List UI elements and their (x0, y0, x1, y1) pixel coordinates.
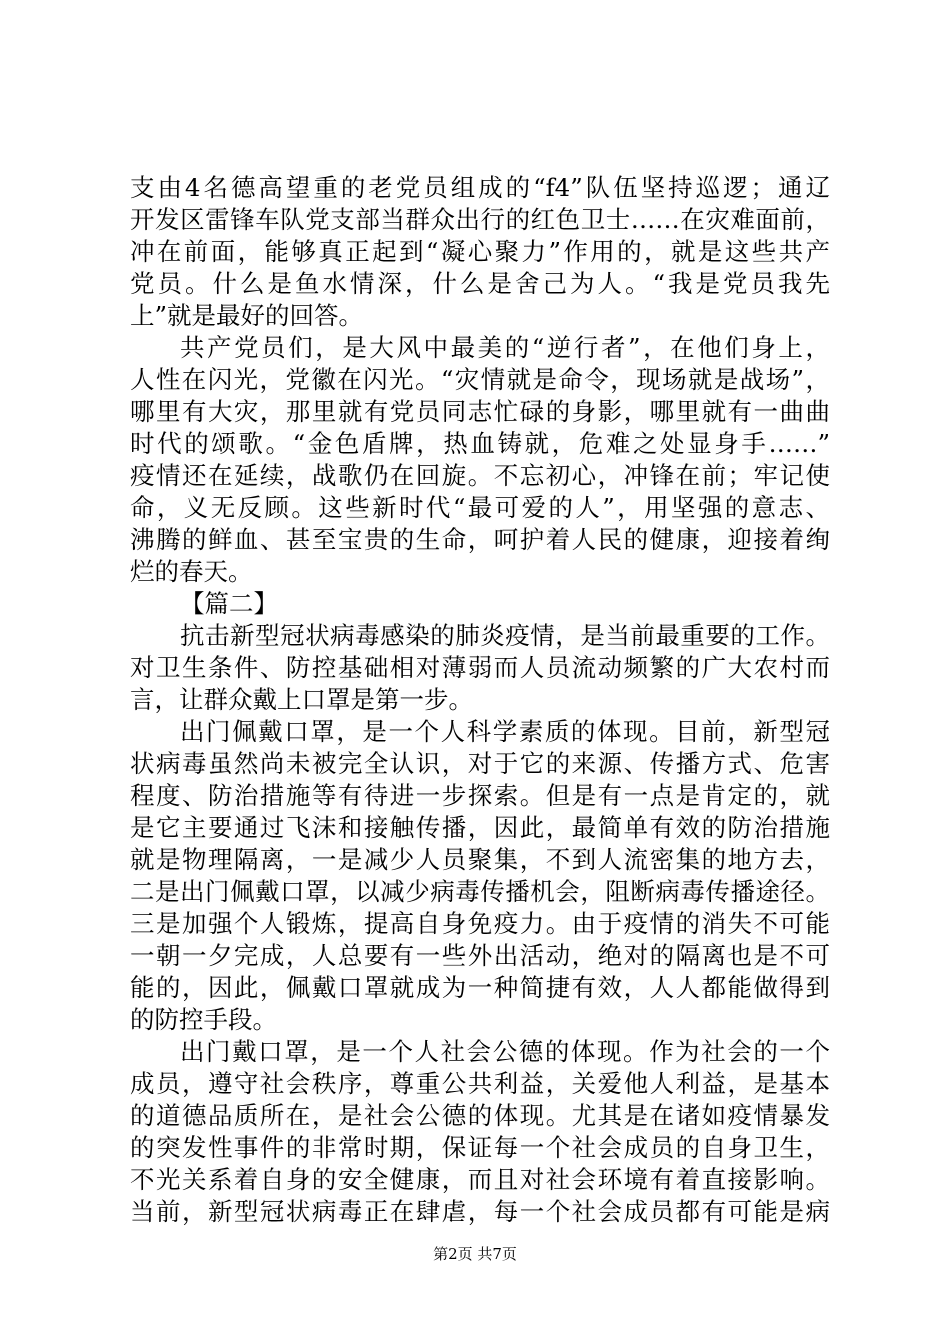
paragraph (130, 1036, 830, 1228)
text-line: 不光关系着自身的安全健康，而且对社会环境有着直接影响。 (130, 1165, 830, 1194)
text-line: 成员，遵守社会秩序，尊重公共利益，关爱他人利益，是基本 (130, 1069, 830, 1098)
text-line: 党员。什么是鱼水情深，什么是舍己为人。“我是党员我先 (130, 269, 830, 298)
text-line: 当前，新型冠状病毒正在肆虐，每一个社会成员都有可能是病 (130, 1197, 830, 1226)
text-line: 就是物理隔离，一是减少人员聚集，不到人流密集的地方去， (130, 845, 830, 874)
text-line: 支由4名德高望重的老党员组成的“f4”队伍坚持巡逻；通辽 (130, 173, 830, 202)
text-line: 共产党员们，是大风中最美的“逆行者”，在他们身上， (180, 333, 830, 362)
text-line: 的道德品质所在，是社会公德的体现。尤其是在诸如疫情暴发 (130, 1101, 830, 1130)
paragraph (130, 588, 830, 620)
text-line: 程度、防治措施等有待进一步探索。但是有一点是肯定的，就 (130, 781, 830, 810)
text-line: 是它主要通过飞沫和接触传播，因此，最简单有效的防治措施 (130, 813, 830, 842)
paragraph (130, 716, 830, 1036)
text-line: 冲在前面，能够真正起到“凝心聚力”作用的，就是这些共产 (130, 237, 830, 266)
text-line: 出门佩戴口罩，是一个人科学素质的体现。目前，新型冠 (180, 717, 830, 746)
text-line: 人性在闪光，党徽在闪光。“灾情就是命令，现场就是战场”， (130, 365, 830, 394)
text-line: 时代的颂歌。“金色盾牌，热血铸就，危难之处显身手……” (130, 429, 830, 458)
text-line: 沸腾的鲜血、甚至宝贵的生命，呵护着人民的健康，迎接着绚 (130, 525, 830, 554)
text-line: 【篇二】 (180, 589, 278, 618)
paragraph (130, 332, 830, 588)
text-line: 命，义无反顾。这些新时代“最可爱的人”，用坚强的意志、 (130, 493, 830, 522)
text-line: 上”就是最好的回答。 (130, 301, 364, 330)
text-line: 哪里有大灾，那里就有党员同志忙碌的身影，哪里就有一曲曲 (130, 397, 830, 426)
text-line: 能的，因此，佩戴口罩就成为一种简捷有效，人人都能做得到 (130, 973, 830, 1002)
text-line: 的防控手段。 (130, 1005, 277, 1034)
text-line: 对卫生条件、防控基础相对薄弱而人员流动频繁的广大农村而 (130, 653, 830, 682)
text-line: 言，让群众戴上口罩是第一步。 (130, 685, 473, 714)
text-line: 状病毒虽然尚未被完全认识，对于它的来源、传播方式、危害 (130, 749, 830, 778)
paragraph (130, 172, 830, 332)
text-line: 抗击新型冠状病毒感染的肺炎疫情，是当前最重要的工作。 (180, 621, 830, 650)
text-line: 疫情还在延续，战歌仍在回旋。不忘初心，冲锋在前；牢记使 (130, 461, 830, 490)
paragraph (130, 620, 830, 716)
page-footer: 第2页 共7页 (433, 1245, 517, 1263)
text-line: 二是出门佩戴口罩，以减少病毒传播机会，阻断病毒传播途径。 (130, 877, 830, 906)
text-line: 一朝一夕完成，人总要有一些外出活动，绝对的隔离也是不可 (130, 941, 830, 970)
text-line: 三是加强个人锻炼，提高自身免疫力。由于疫情的消失不可能 (130, 909, 830, 938)
text-line: 出门戴口罩，是一个人社会公德的体现。作为社会的一个 (180, 1037, 830, 1066)
text-line: 开发区雷锋车队党支部当群众出行的红色卫士……在灾难面前， (130, 205, 830, 234)
text-line: 烂的春天。 (130, 557, 253, 586)
document-body (130, 172, 830, 1228)
text-line: 的突发性事件的非常时期，保证每一个社会成员的自身卫生， (130, 1133, 830, 1162)
